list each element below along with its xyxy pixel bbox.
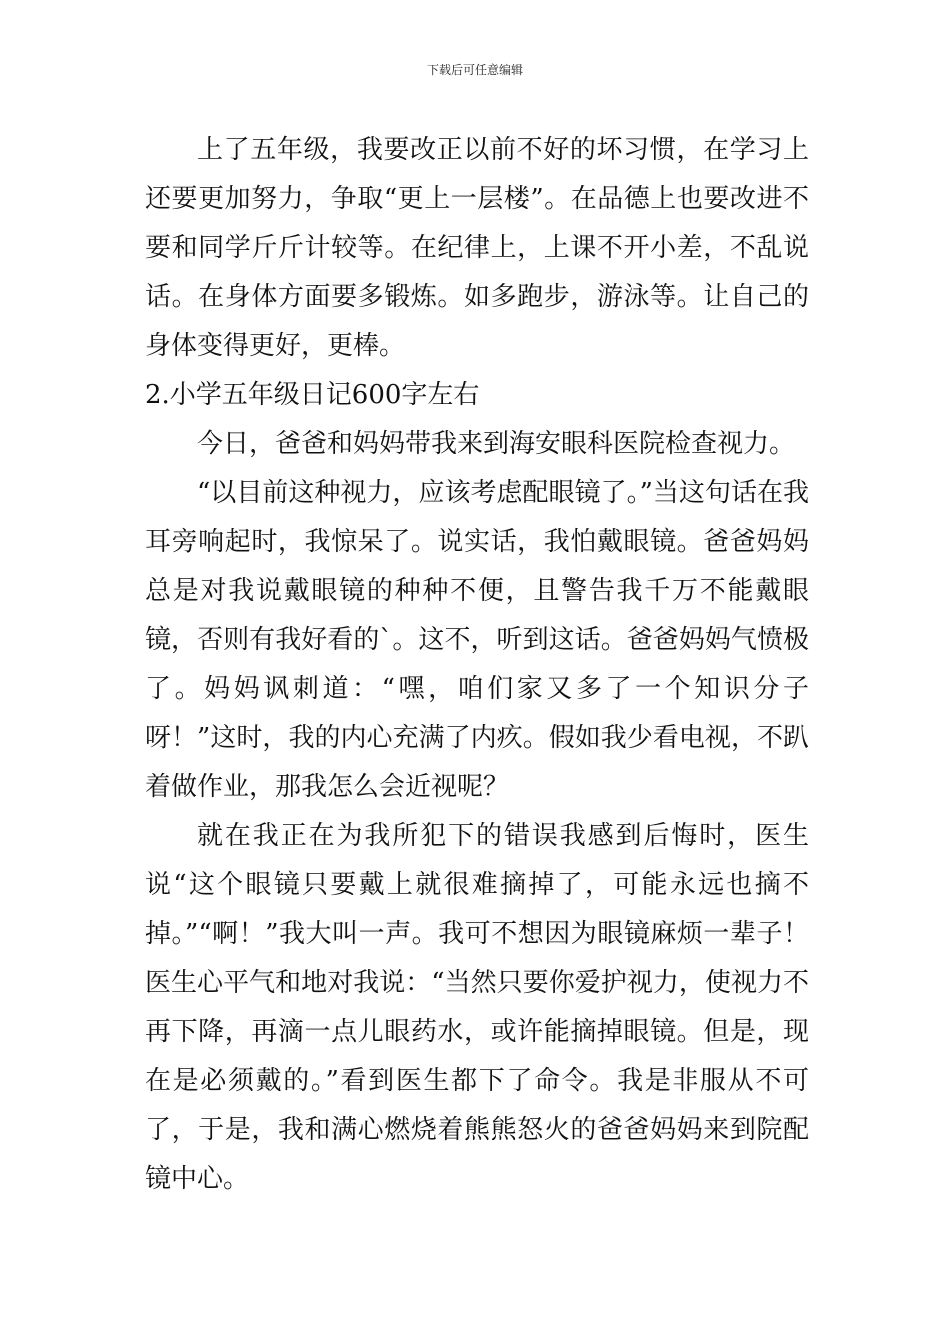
section-heading: 2.小学五年级日记600字左右	[145, 380, 480, 410]
paragraph-resolution: 上了五年级，我要改正以前不好的坏习惯，在学习上还要更加努力，争取“更上一层楼”。在品德上也要改进不要和同学斤斤计较等。在纪律上，上课不开小差，不乱说话。在身体方面要多锻炼。如多跑步，游泳等。让自己的身体变得更好，更棒。	[145, 135, 809, 361]
paragraph-doctor-advice: 就在我正在为我所犯下的错误我感到后悔时，医生说“这个眼镜只要戴上就很难摘掉了，可能永远也摘不掉。”“啊！”我大叫一声。我可不想因为眼镜麻烦一辈子！医生心平气和地对我说：“当然只要你爱护视力，使视力不再下降，再滴一点儿眼药水，或许能摘掉眼镜。但是，现在是必须戴的。”看到医生都下了命令。我是非服从不可了，于是，我和满心燃烧着熊熊怒火的爸爸妈妈来到院配镜中心。	[145, 821, 809, 1194]
document-body	[145, 126, 809, 1204]
page-header: 下载后可任意编辑	[426, 63, 523, 77]
paragraph-eye-hospital: 今日，爸爸和妈妈带我来到海安眼科医院检查视力。	[197, 429, 796, 459]
paragraph-glasses-worry: “以目前这种视力，应该考虑配眼镜了。”当这句话在我耳旁响起时，我惊呆了。说实话，我怕戴眼镜。爸爸妈妈总是对我说戴眼镜的种种不便，且警告我千万不能戴眼镜，否则有我好看的`。这不，听到这话。爸爸妈妈气愤极了。妈妈讽刺道：“嘿，咱们家又多了一个知识分子呀！”这时，我的内心充满了内疚。假如我少看电视，不趴着做作业，那我怎么会近视呢？	[145, 478, 809, 802]
